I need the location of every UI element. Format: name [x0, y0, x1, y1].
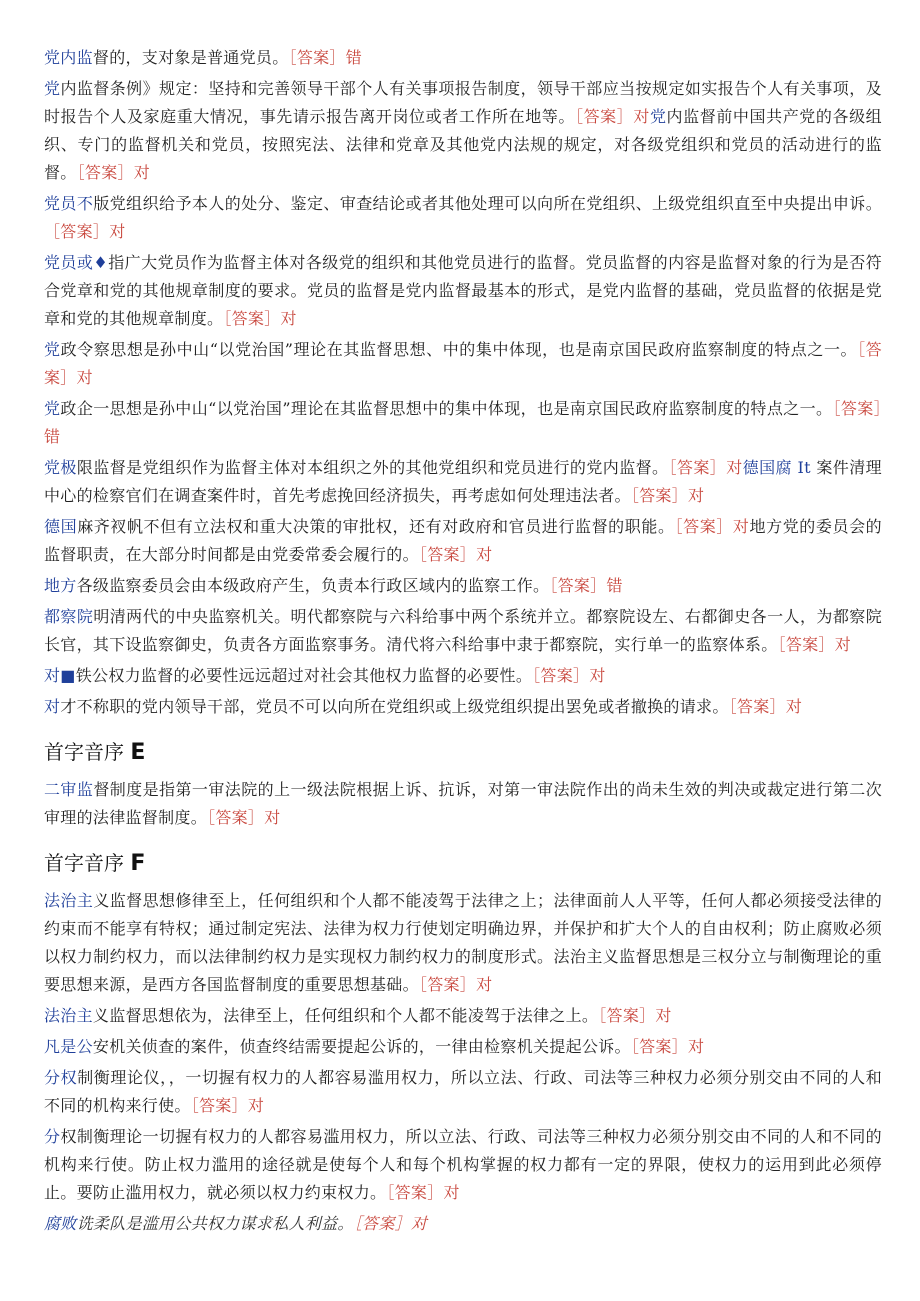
item-statement: 内监督前中国共产党的各级组织、专门的监督机关和党员，按照宪法、法律和党章及其他党内法规的规定，对各级党组织和党员的活动进行的监督。 [44, 107, 882, 182]
section-heading-prefix: 首字音序 [44, 851, 124, 875]
answer-label: ［答案］对 [44, 222, 126, 241]
answer-label: ［答案］对 [574, 107, 650, 126]
item-lead-chars: 党 [44, 340, 61, 359]
item-statement: 麻齐衩帆不但有立法权和重大决策的审批权，还有对政府和官员进行监督的职能。 [77, 517, 675, 536]
question-item [44, 249, 882, 333]
question-item [44, 603, 882, 659]
question-item [44, 693, 882, 721]
item-lead-chars: 法治主 [44, 891, 94, 910]
item-statement: 督制度是指第一审法院的上一级法院根据上诉、抗诉，对第一审法院作出的尚未生效的判决或裁定进行第二次审理的法律监督制度。 [44, 780, 882, 827]
answer-label: ［答案］对 [223, 309, 297, 328]
item-lead-chars: 分权 [44, 1068, 78, 1087]
item-lead-chars: 分 [44, 1127, 61, 1146]
answer-label: ［答案］对 [386, 1183, 460, 1202]
item-statement: 地方党的委员会的监督职责，在大部分时间都是由党委常委会履行的。 [44, 517, 882, 564]
item-statement: 内监督条例》规定：坚持和完善领导干部个人有关事项报告制度，领导干部应当按规定如实报告个人有关事项，及时报告个人及家庭重大情况，事先请示报告离开岗位或者工作所在地等。 [44, 79, 882, 126]
item-statement: 铁公权力监督的必要性远远超过对社会其他权力监督的必要性。 [75, 666, 533, 685]
item-statement: 制衡理论仪，，一切握有权力的人都容易滥用权力，所以立法、行政、司法等三种权力必须分别交由不同的人和不同的机构来行使。 [44, 1068, 883, 1115]
item-statement: 义监督思想依为，法律至上，任何组织和个人都不能凌驾于法律之上。 [92, 1006, 599, 1025]
answer-label: ［答案］错 [288, 48, 363, 67]
item-lead-chars: 党 [649, 107, 667, 126]
item-lead-chars: 都察院 [44, 607, 94, 626]
item-lead-chars: 二审监 [44, 780, 94, 799]
section-heading-letter: E [130, 740, 146, 765]
question-item [44, 1064, 882, 1120]
question-item [44, 776, 882, 832]
item-lead-chars: 党员不 [44, 194, 94, 213]
item-lead-chars: 党员或♦ [44, 253, 109, 272]
answer-label: ［答案］对 [418, 975, 493, 994]
item-statement: 各级监察委员会由本级政府产生，负责本行政区域内的监察工作。 [76, 576, 550, 595]
section-heading [44, 848, 882, 879]
answer-label: ［答案］对 [190, 1096, 265, 1115]
item-statement: 才不称职的党内领导干部，党员不可以向所在党组织或上级党组织提出罢免或者撤换的请求。 [60, 697, 729, 716]
answer-label: ［答案］对 [532, 666, 606, 685]
item-statement: 版党组织给予本人的处分、鉴定、审查结论或者其他处理可以向所在党组织、上级党组织直至中央提出申诉。 [93, 194, 882, 213]
answer-label: ［答案］对 [207, 808, 281, 827]
question-item [44, 1002, 882, 1030]
item-lead-chars: 对■ [44, 666, 76, 685]
answer-label: ［答案］对 [674, 517, 750, 536]
item-statement: 政令察思想是孙中山“以党治国”理论在其监督思想、中的集中体现，也是南京国民政府监察制度的特点之一。 [60, 340, 858, 359]
item-lead-chars: 党 [44, 79, 61, 98]
question-item [44, 454, 882, 510]
answer-label: ［答案］对 [728, 697, 803, 716]
question-item [44, 1123, 882, 1207]
item-statement: 限监督是党组织作为监督主体对本组织之外的其他党组织和党员进行的党内监督。 [76, 458, 669, 477]
item-lead-chars: 腐败 [44, 1214, 77, 1233]
question-item [44, 1033, 882, 1061]
answer-label: ［答案］对 [598, 1006, 672, 1025]
item-lead-chars: 德国腐 It [742, 458, 817, 477]
answer-label: ［答案］对 [353, 1214, 428, 1233]
item-lead-chars: 德国 [44, 517, 78, 536]
item-lead-chars: 地方 [44, 576, 77, 595]
answer-label: ［答案］对 [76, 163, 151, 182]
item-statement: 督的，支对象是普通党员。 [92, 48, 289, 67]
document-page [44, 44, 882, 1241]
answer-label: ［答案］对 [630, 1037, 705, 1056]
item-statement: 指广大党员作为监督主体对各级党的组织和其他党员进行的监督。党员监督的内容是监督对象的行为是否符合党章和党的其他规章制度的要求。党员的监督是党内监督最基本的形式，是党内监督的基础，党员监督的依据是党章和党的其他规章制度。 [44, 253, 882, 328]
section-heading-letter: F [130, 851, 146, 876]
question-item [44, 1210, 882, 1238]
item-lead-chars: 对 [44, 697, 61, 716]
item-statement: 政企一思想是孙中山“以党治国”理论在其监督思想中的集中体现，也是南京国民政府监察制度的特点之一。 [60, 399, 833, 418]
item-lead-chars: 法治主 [44, 1006, 93, 1025]
item-lead-chars: 党极 [44, 458, 77, 477]
question-item [44, 887, 882, 999]
item-lead-chars: 凡是公 [44, 1037, 93, 1056]
item-statement: 案件清理中心的检察官们在调查案件时，首先考虑挽回经济损失，再考虑如何处理违法者。 [44, 458, 882, 505]
item-lead-chars: 党 [44, 399, 61, 418]
answer-label: ［答案］错 [549, 576, 623, 595]
question-item [44, 395, 882, 451]
item-statement: 权制衡理论一切握有权力的人都容易滥用权力，所以立法、行政、司法等三种权力必须分别交由不同的人和不同的机构来行使。防止权力滥用的途径就是使每个人和每个机构掌握的权力都有一定的界限，使权力的运用到此必须停止。要防止滥用权力，就必须以权力约束权力。 [44, 1127, 882, 1202]
item-statement: 义监督思想修律至上，任何组织和个人都不能凌驾于法律之上；法律面前人人平等，任何人都必须接受法律的约束而不能享有特权；通过制定宪法、法律为权力行使划定明确边界，并保护和扩大个人的自由权利；防止腐败必须以权力制约权力，而以法律制约权力是实现权力制约权力的制度形式。法治主义监督思想是三权分立与制衡理论的重要思想来源，是西方各国监督制度的重要思想基础。 [44, 891, 882, 994]
item-statement: 诜柔队是滥用公共权力谋求私人利益。 [76, 1214, 354, 1233]
item-statement: 安机关侦查的案件，侦查终结需要提起公诉的，一律由检察机关提起公诉。 [92, 1037, 631, 1056]
answer-label: ［答案］对 [777, 635, 852, 654]
answer-label: ［答案］对 [418, 545, 493, 564]
answer-label: ［答案］错 [44, 399, 882, 446]
answer-label: ［答案］对 [44, 340, 882, 387]
answer-label: ［答案］对 [668, 458, 743, 477]
question-item [44, 336, 882, 392]
item-lead-chars: 党内监 [44, 48, 93, 67]
answer-label: ［答案］对 [630, 486, 705, 505]
section-heading-prefix: 首字音序 [44, 740, 124, 764]
question-item [44, 75, 882, 187]
question-item [44, 662, 882, 690]
item-statement: 明清两代的中央监察机关。明代都察院与六科给事中两个系统并立。都察院设左、右都御史各一人，为都察院长官，其下设监察御史，负责各方面监察事务。清代将六科给事中隶于都察院，实行单一的监察体系。 [44, 607, 882, 654]
section-heading [44, 737, 882, 768]
question-item [44, 513, 882, 569]
question-item [44, 572, 882, 600]
question-item [44, 190, 882, 246]
question-item [44, 44, 882, 72]
